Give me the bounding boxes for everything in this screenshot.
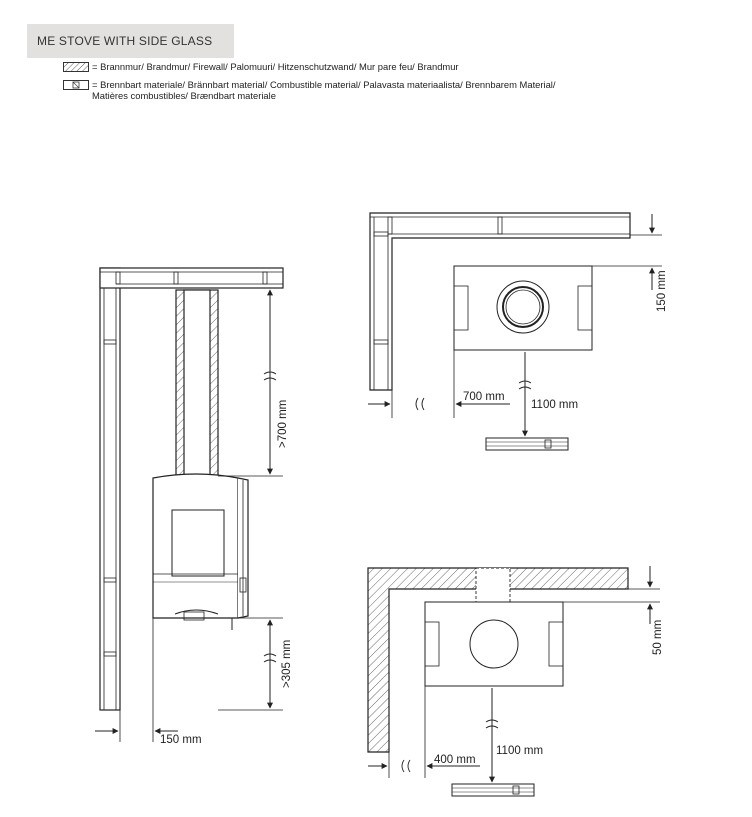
top-view-firewall-back-dimension: 50 mm — [652, 619, 664, 655]
top-view-firewall — [368, 566, 660, 796]
legend-combustible-line1: = Brennbart materiale/ Brännbart material/ Combustible material/ Palavasta materiaalista/ Brennbarem Material/ — [92, 79, 556, 90]
top-view-combustible — [368, 213, 662, 450]
top-view-firewall-front-dimension: 1100 mm — [496, 745, 544, 757]
side-view-ceiling-dimension: >700 mm — [277, 399, 289, 448]
legend-firewall-text: = Brannmur/ Brandmur/ Firewall/ Palomuuri/ Hitzenschutzwand/ Mur pare feu/ Brandmur — [92, 61, 459, 72]
top-view-firewall-side-dimension: 400 mm — [434, 754, 476, 766]
legend-combustible-line2: Matières combustibles/ Brændbart materiale — [92, 90, 276, 101]
page-title: ME STOVE WITH SIDE GLASS — [27, 24, 234, 58]
side-view-wall-dimension: 150 mm — [160, 734, 202, 746]
side-view — [95, 268, 283, 742]
side-view-wall — [100, 268, 120, 710]
top-view-combustible-back-dimension: 150 mm — [656, 270, 668, 312]
top-view-combustible-side-dimension: 700 mm — [463, 391, 505, 403]
side-view-ceiling — [100, 268, 283, 288]
top-view-combustible-front-dimension: 1100 mm — [531, 399, 579, 411]
side-view-floor-dimension: >305 mm — [281, 639, 293, 688]
side-view-stove — [153, 474, 238, 618]
